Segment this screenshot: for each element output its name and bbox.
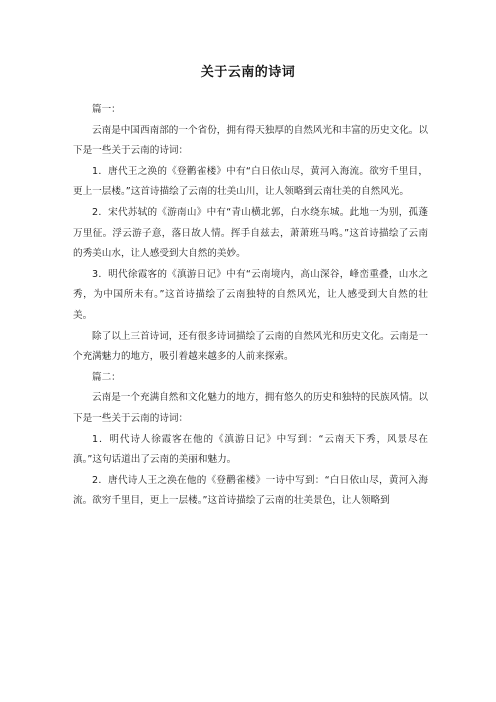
paragraph-item-1: 1．唐代王之涣的《登鹳雀楼》中有“白日依山尽，黄河入海流。欲穷千里目，更上一层楼。”这首诗描绘了云南的壮美山川，让人领略到云南壮美的自然风光。 xyxy=(73,165,428,198)
paragraph-section-heading-1: 篇一： xyxy=(92,104,121,115)
paragraph-item-4: 1．明代诗人徐霞客在他的《滇游日记》中写到：“云南天下秀，风景尽在滇。”这句话道出了云南的美丽和魅力。 xyxy=(73,433,428,466)
paragraph-item-2: 2．宋代苏轼的《游南山》中有“青山横北郭，白水绕东城。此地一为别，孤蓬万里征。浮云游子意，落日故人情。挥手自兹去，萧萧班马鸣。”这首诗描绘了云南的秀美山水，让人感受到大自然的美妙。 xyxy=(73,206,428,260)
paragraph-intro-2: 云南是一个充满自然和文化魅力的地方，拥有悠久的历史和独特的民族风情。以下是一些关于云南的诗词： xyxy=(73,392,428,424)
document-body xyxy=(73,100,428,512)
paragraph-item-5: 2．唐代诗人王之涣在他的《登鹳雀楼》一诗中写到：“白日依山尽，黄河入海流。欲穷千里目，更上一层楼。”这首诗描绘了云南的壮美景色，让人领略到 xyxy=(73,474,428,507)
paragraph-section-heading-2: 篇二： xyxy=(92,371,121,383)
document-title: 关于云南的诗词 xyxy=(200,65,296,80)
paragraph-item-3: 3．明代徐霞客的《滇游日记》中有“云南境内，高山深谷，峰峦重叠，山水之秀，为中国所未有。”这首诗描绘了云南独特的自然风光，让人感受到大自然的壮美。 xyxy=(73,268,428,321)
paragraph-summary-1: 除了以上三首诗词，还有很多诗词描绘了云南的自然风光和历史文化。云南是一个充满魅力的地方，吸引着越来越多的人前来探索。 xyxy=(73,330,428,363)
paragraph-intro-1: 云南是中国西南部的一个省份，拥有得天独厚的自然风光和丰富的历史文化。以下是一些关于云南的诗词： xyxy=(73,124,428,157)
